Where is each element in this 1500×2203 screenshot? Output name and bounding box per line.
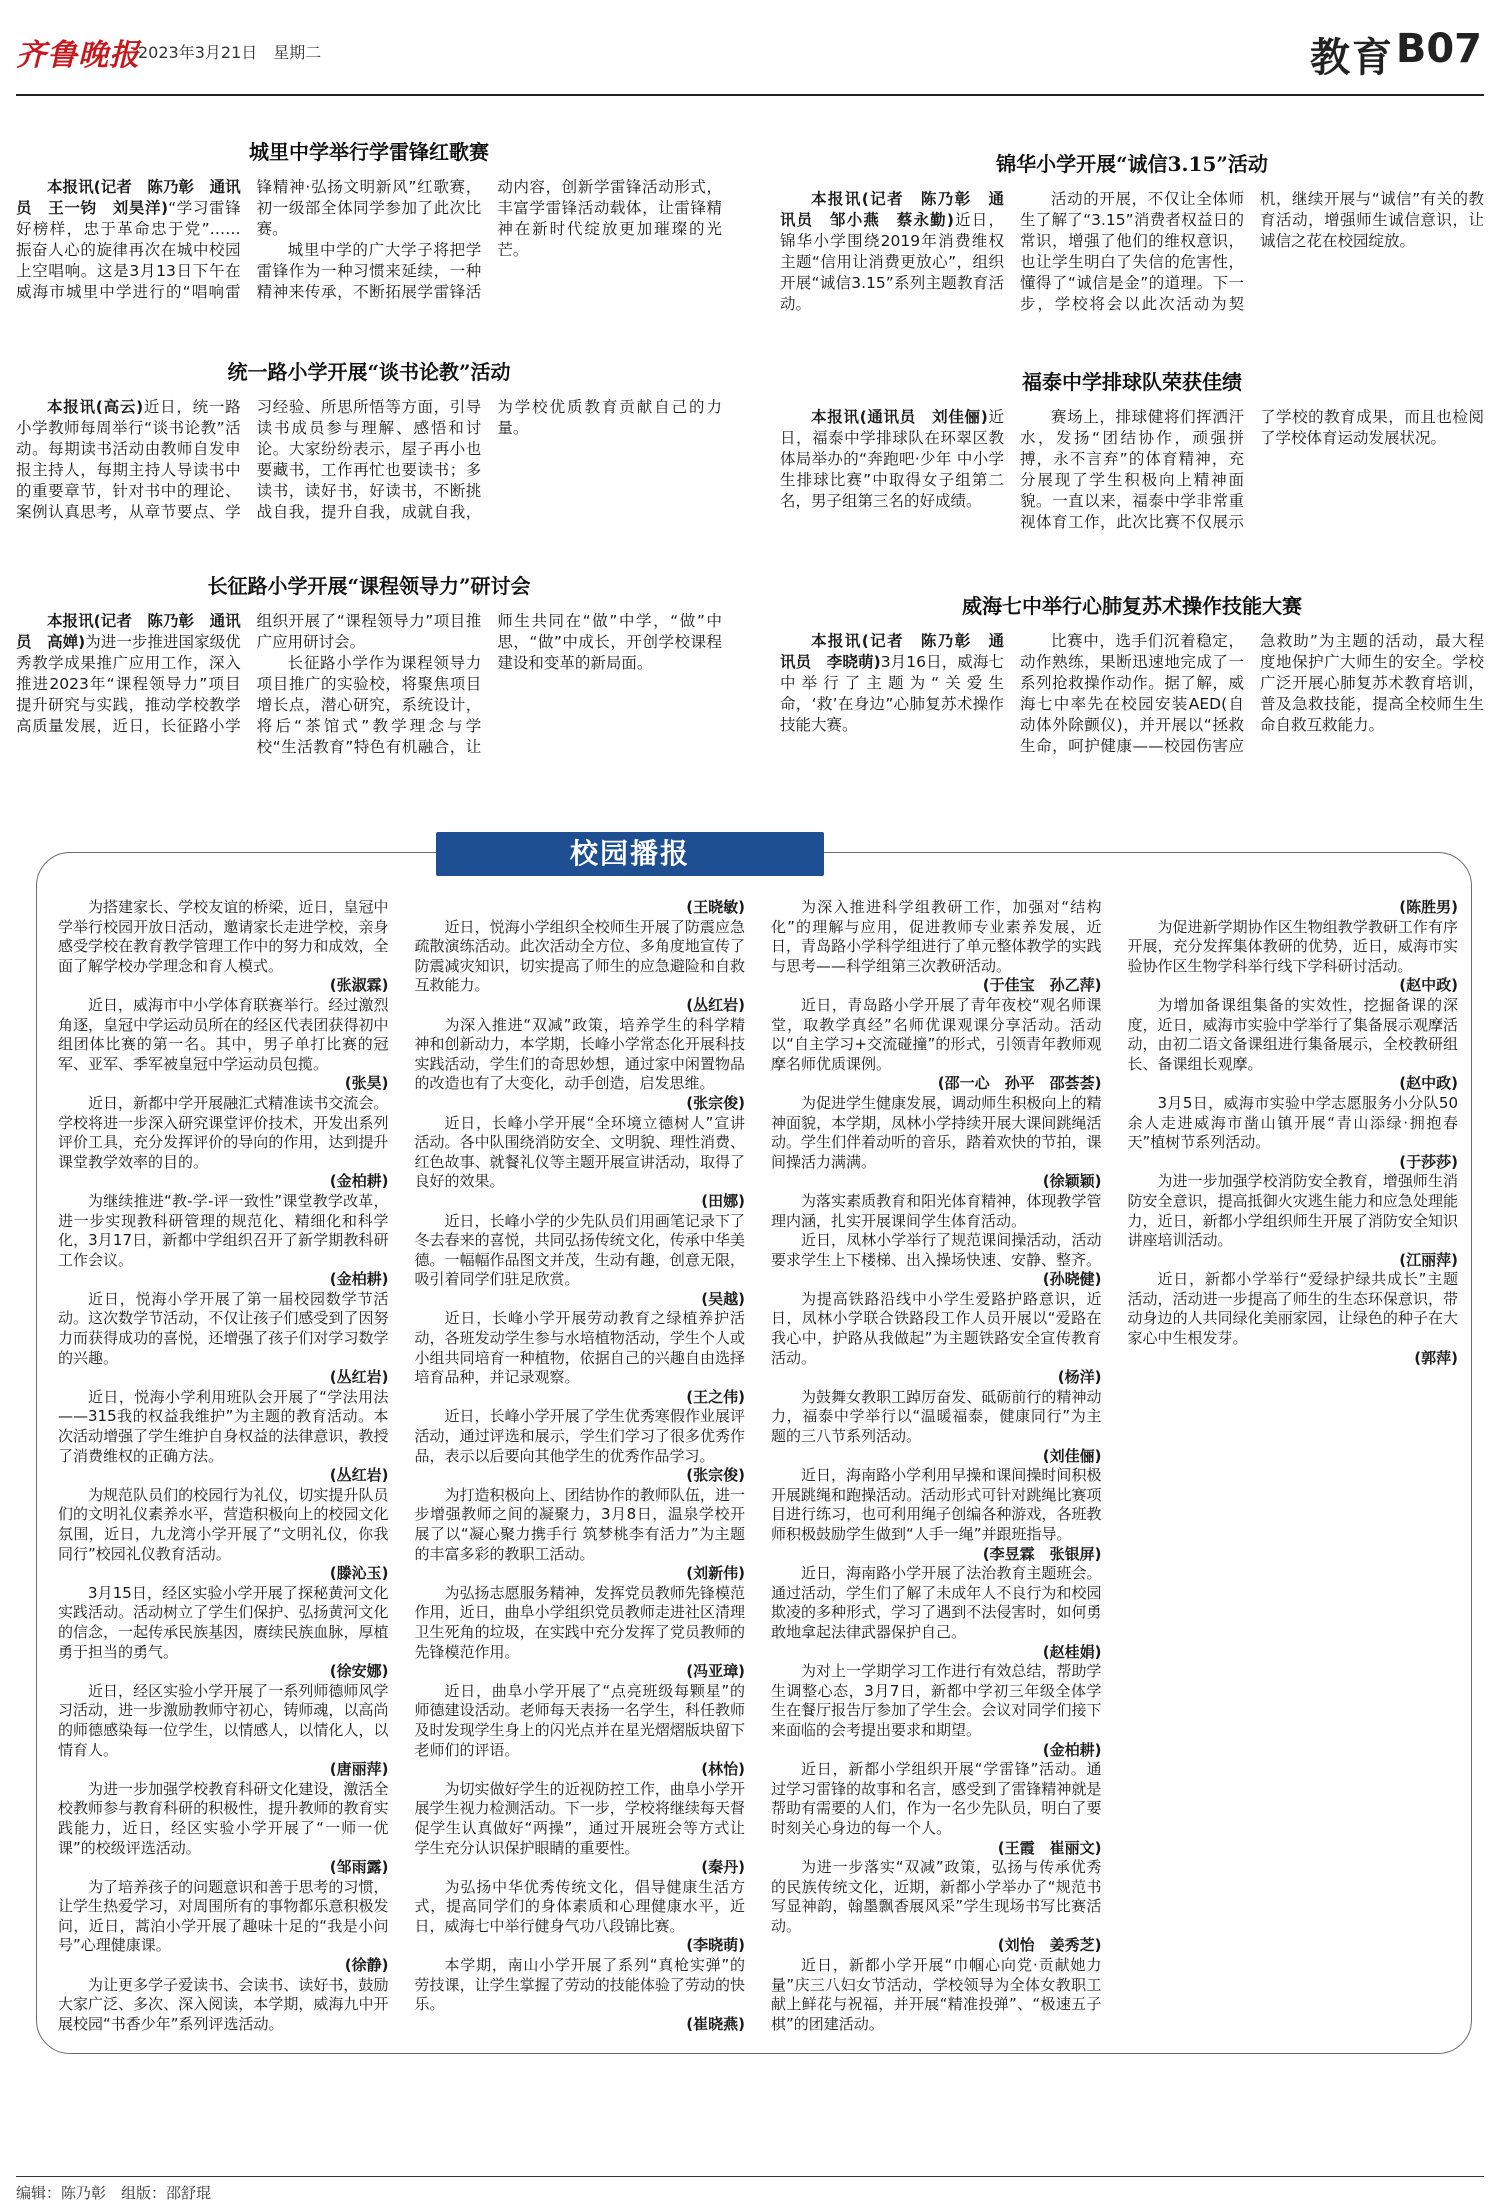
news-item: 近日，青岛路小学开展了青年夜校“观名师课堂，取教学真经”名师优课观课分享活动。活动以“自主学习+交流碰撞”的形式，引领青年教师观摩名师优质课例。 [771, 995, 1102, 1073]
article-title: 威海七中举行心肺复苏术操作技能大赛 [962, 594, 1302, 618]
article-changzhenglu [16, 570, 722, 761]
footer-rule [16, 2176, 1484, 2177]
news-signature: (张宗俊) [686, 1093, 745, 1112]
news-item: 近日，凤林小学举行了规范课间操活动，活动要求学生上下楼梯、出入操场快速、安静、整齐。 [771, 1231, 1102, 1269]
news-item: 为落实素质教育和阳光体育精神，体现教学管理内涵，扎实开展课间学生体育活动。 [771, 1191, 1102, 1230]
issue-date: 2023年3月21日 星期二 [138, 43, 322, 62]
news-item: 近日，悦海小学组织全校师生开展了防震应急疏散演练活动。此次活动全方位、多角度地宣传了防震减灾知识，切实提高了师生的应急避险和自救互救能力。 [414, 917, 745, 995]
news-item: 为促进新学期协作区生物组教学教研工作有序开展，充分发挥集体教研的优势，近日，威海市实验协作区生物学科举行线下学科研讨活动。 [1127, 917, 1458, 975]
news-item: 近日，长峰小学开展劳动教育之绿植养护活动，各班发动学生参与水培植物活动，学生个人或小组共同培育一种植物，依据自己的兴趣自由选择培育品种，并记录观察。 [414, 1309, 745, 1387]
news-signature: (崔晓燕) [686, 2014, 745, 2033]
news-signature: (王之伟) [686, 1387, 745, 1406]
campus-news-banner: 校园播报 [436, 832, 824, 876]
article-body [780, 631, 1484, 771]
news-item: 近日，长峰小学开展了学生优秀寒假作业展评活动，通过评选和展示，学生们学习了很多优秀作品，表示以后要向其他学生的优秀作品学习。 [414, 1407, 745, 1465]
news-item: 近日，威海市中小学体育联赛举行。经过激烈角逐，皇冠中学运动员所在的经区代表团获得初中组团体比赛的第一名。其中，男子单打比赛的冠军、亚军、季军被皇冠中学运动员包揽。 [58, 995, 389, 1073]
news-signature: (徐安娜) [329, 1662, 389, 1681]
article-text: 近日，锦华小学围绕2019年消费维权主题“信用让消费更放心”，组织开展“诚信3.15”系列主题教育活动。 [780, 211, 1004, 313]
article-body [780, 189, 1484, 329]
news-signature: (徐颖颖) [1042, 1172, 1102, 1191]
news-signature: (张昊) [344, 1074, 389, 1093]
article-jinhua [780, 148, 1484, 329]
news-item: 为进一步加强学校消防安全教育，增强师生消防安全意识，提高抵御火灾逃生能力和应急处理能力，近日，新都小学组织师生开展了消防安全知识讲座培训活动。 [1127, 1172, 1458, 1250]
news-signature: (吴越) [701, 1289, 745, 1308]
news-signature: (王晓敏) [686, 898, 745, 916]
news-item: 近日，新都小学开展“巾帼心向党·贡献她力量”庆三八妇女节活动，学校领导为全体女教职工献上鲜花与祝福，并开展“精准投弹”、“极速五子棋”的团建活动。 [771, 1956, 1102, 2033]
article-chengli [16, 136, 722, 307]
article-tongyilu [16, 356, 722, 527]
article-byline: 本报讯(高云) [47, 398, 144, 416]
campus-news-columns [58, 898, 1458, 2038]
article-byline: 本报讯(记者 陈乃彰 通讯员 李晓萌) [780, 632, 1004, 671]
news-item: 为让更多学子爱读书、会读书、读好书，鼓励大家广泛、多次、深入阅读，本学期，威海九中开展校园“书香少年”系列评选活动。 [58, 1975, 389, 2033]
news-item: 为增加备课组集备的实效性，挖掘备课的深度，近日，威海市实验中学举行了集备展示观摩活动，由初二语文备课组进行集备展示，全校教研组长、备课组长观摩。 [1127, 995, 1458, 1073]
news-signature: (刘怡 姜秀芝) [997, 1936, 1102, 1955]
news-signature: (孙晓健) [1042, 1270, 1102, 1289]
news-item: 为促进学生健康发展，调动师生积极向上的精神面貌，本学期，凤林小学持续开展大课间跳绳活动。学生们伴着动听的音乐，踏着欢快的节拍，课间操活力满满。 [771, 1093, 1102, 1171]
news-item: 为继续推进“教-学-评一致性”课堂教学改革，进一步实现教科研管理的规范化、精细化和科学化，3月17日，新都中学组织召开了新学期教科研工作会议。 [58, 1191, 389, 1269]
news-signature: (陈胜男) [1399, 898, 1458, 916]
article-text: “学习雷锋好榜样，忠于革命忠于党”……振奋人心的旋律再次在城中校园上空唱响。这是3月13日下午在威海市城里中学进行的“唱响雷锋精神·弘扬文明新风”红歌赛，初一级部全体同学参加了此次比赛。 [16, 178, 482, 301]
news-signature: (江丽萍) [1399, 1250, 1458, 1269]
news-item: 近日，悦海小学开展了第一届校园数学节活动。这次数学节活动，不仅让孩子们感受到了因努力而获得成功的喜悦，还增强了孩子们对学习数学的兴趣。 [58, 1289, 389, 1367]
news-item: 近日，海南路小学开展了法治教育主题班会。通过活动，学生们了解了未成年人不良行为和校园欺凌的多种形式，学习了遇到不法侵害时，如何勇敢地拿起法律武器保护自己。 [771, 1564, 1102, 1641]
article-text: 长征路小学作为课程领导力项目推广的实验校，将聚焦项目增长点，潜心研究，系统设计，将后“茶馆式”教学理念与学校“生活教育”特色有机融合，让师生共同在“做”中学，“做”中思，“做”中成长，开创学校课程建设和变革的新局面。 [256, 612, 722, 756]
news-signature: (刘佳俪) [1042, 1446, 1102, 1465]
article-text: 比赛中，选手们沉着稳定，动作熟练，果断迅速地完成了一系列抢救操作动作。据了解，威海七中率先在校园安装AED(自动体外除颤仪)，并开展以“拯救生命，呵护健康——校园伤害应急救助”为主题的活动，最大程度地保护广大师生的安全。学校广泛开展心肺复苏术教育培训，普及急救技能，提高全校师生生命自救互救能力。 [1020, 632, 1484, 755]
news-item: 近日，悦海小学利用班队会开展了“学法用法——315我的权益我维护”为主题的教育活动。本次活动增强了学生维护自身权益的法律意识，教授了消费维权的正确方法。 [58, 1387, 389, 1465]
news-signature: (于莎莎) [1399, 1152, 1458, 1171]
news-signature: (邵一心 孙平 邵荟荟) [937, 1074, 1102, 1093]
article-title: 锦华小学开展“诚信3.15”活动 [996, 152, 1268, 176]
article-futai [780, 366, 1484, 547]
news-item: 为弘扬志愿服务精神，发挥党员教师先锋模范作用，近日，曲阜小学组织党员教师走进社区清理卫生死角的垃圾，在实践中充分发挥了党员教师的先锋模范作用。 [414, 1583, 745, 1661]
news-signature: (丛红岩) [329, 1368, 389, 1387]
news-signature: (王霞 崔丽文) [997, 1838, 1102, 1857]
news-item: 为对上一学期学习工作进行有效总结，帮助学生调整心态，3月7日，新都中学初三年级全体学生在餐厅报告厅参加了学生会。会议对同学们接下来面临的会考提出要求和期望。 [771, 1662, 1102, 1739]
news-item: 近日，经区实验小学开展了一系列师德师风学习活动，进一步激励教师守初心，铸师魂，以高尚的师德感染每一位学生，以情感人，以情化人，以情育人。 [58, 1681, 389, 1759]
news-item: 本学期，南山小学开展了系列“真枪实弹”的劳技课，让学生掌握了劳动的技能体验了劳动的快乐。 [414, 1956, 745, 2014]
news-item: 为打造积极向上、团结协作的教师队伍，进一步增强教师之间的凝聚力，3月8日，温泉学校开展了以“凝心聚力携手行 筑梦桃李有活力”为主题的丰富多彩的教职工活动。 [414, 1485, 745, 1563]
news-item: 近日，海南路小学利用早操和课间操时间积极开展跳绳和跑操活动。活动形式可针对跳绳比赛项目进行练习，也可利用绳子创编各种游戏，各班教师积极鼓励学生做到“人手一绳”并跟班指导。 [771, 1466, 1102, 1543]
article-text: 活动的开展，不仅让全体师生了解了“3.15”消费者权益日的常识，增强了他们的维权意识，也让学生明白了失信的危害性，懂得了“诚信是金”的道理。下一步，学校将会以此次活动为契机，继续开展与“诚信”有关的教育活动，增强师生诚信意识，让诚信之花在校园绽放。 [1020, 190, 1484, 313]
news-signature: (郭萍) [1414, 1348, 1458, 1367]
news-item: 3月15日，经区实验小学开展了探秘黄河文化实践活动。活动树立了学生们保护、弘扬黄河文化的信念，一起传承民族基因，赓续民族血脉，厚植勇于担当的勇气。 [58, 1583, 389, 1661]
news-signature: (杨洋) [1057, 1368, 1102, 1387]
news-item: 为了培养孩子的问题意识和善于思考的习惯，让学生热爱学习，对周围所有的事物都乐意积极发问，近日，蒿泊小学开展了趣味十足的“我是小问号”心理健康课。 [58, 1877, 389, 1955]
news-signature: (李昱霖 张银屏) [982, 1544, 1102, 1563]
news-item: 为深入推进“双减”政策，培养学生的科学精神和创新动力，本学期，长峰小学常态化开展科技实践活动，学生们的奇思妙想，通过家中闲置物品的改造也有了大变化，动手创造，启发思维。 [414, 1015, 745, 1093]
news-signature: (刘新伟) [686, 1564, 745, 1583]
news-signature: (林怡) [701, 1760, 745, 1779]
article-byline: 本报讯(记者 陈乃彰 通讯员 邹小燕 蔡永勤) [780, 190, 1004, 229]
news-item: 为搭建家长、学校友谊的桥梁，近日，皇冠中学举行校园开放日活动，邀请家长走进学校，亲身感受学校在教育教学管理工作中的努力和成效，全面了解学校办学理念和育人模式。 [58, 898, 389, 975]
news-signature: (金柏耕) [329, 1172, 389, 1191]
news-signature: (徐静) [344, 1956, 389, 1975]
news-item: 近日，新都中学开展融汇式精准读书交流会。学校将进一步深入研究课堂评价技术，开发出系列评价工具，充分发挥评价的导向的作用，达到提升课堂教学效率的目的。 [58, 1093, 389, 1171]
news-signature: (李晓萌) [686, 1936, 745, 1955]
news-signature: (张宗俊) [686, 1466, 745, 1485]
news-item: 为进一步加强学校教育科研文化建设，激活全校教师参与教育科研的积极性，提升教师的教育实践能力，近日，经区实验小学开展了“一师一优课”的校级评选活动。 [58, 1779, 389, 1857]
article-text: 赛场上，排球健将们挥洒汗水，发扬“团结协作，顽强拼搏，永不言弃”的体育精神，充分展现了学生积极向上精神面貌。一直以来，福泰中学非常重视体育工作，此次比赛不仅展示了学校的教育成果，而且也检阅了学校体育运动发展状况。 [1020, 408, 1484, 531]
news-item: 3月5日，威海市实验中学志愿服务小分队50余人走进威海市凿山镇开展“青山添绿·拥抱春天”植树节系列活动。 [1127, 1093, 1458, 1152]
article-byline: 本报讯(通讯员 刘佳俪) [811, 408, 988, 426]
article-text: 近日，统一路小学教师每周举行“谈书论教”活动。每期读书活动由教师自发申报主持人，每期主持人导读书中的重要章节，针对书中的理论、案例认真思考，从章节要点、学习经验、所思所悟等方面，引导读书成员参与理解、感悟和讨论。大家纷纷表示，屋子再小也要藏书，工作再忙也要读书；多读书，读好书，好读书，不断挑战自我，提升自我，成就自我，为学校优质教育贡献自己的力量。 [16, 398, 722, 521]
news-signature: (张淑霖) [329, 976, 389, 995]
article-title: 福泰中学排球队荣获佳绩 [1022, 370, 1242, 394]
footer-credits: 编辑：陈乃彰 组版：邵舒琨 [16, 2184, 212, 2202]
news-item: 为进一步落实“双减”政策，弘扬与传承优秀的民族传统文化，近期，新都小学举办了“规范书写显神韵，翰墨飘香展风采”学生现场书写比赛活动。 [771, 1858, 1102, 1935]
news-signature: (邹雨露) [329, 1858, 389, 1877]
news-signature: (唐丽萍) [329, 1760, 389, 1779]
news-signature: (金柏耕) [1042, 1740, 1102, 1759]
article-text: 为进一步推进国家级优秀教学成果推广应用工作，深入推进2023年“课程领导力”项目提升研究与实践，推动学校教学高质量发展，近日，长征路小学组织开展了“课程领导力”项目推广应用研讨会。 [16, 612, 482, 735]
article-byline: 本报讯(记者 陈乃彰 通讯员 高婵) [16, 612, 241, 651]
news-signature: (赵中政) [1399, 976, 1458, 995]
news-signature: (滕沁玉) [329, 1564, 389, 1583]
news-item: 为切实做好学生的近视防控工作，曲阜小学开展学生视力检测活动。下一步，学校将继续每天督促学生认真做好“两操”，通过开展班会等方式让学生充分认识保护眼睛的重要性。 [414, 1779, 745, 1857]
article-byline: 本报讯(记者 陈乃彰 通讯员 王一钧 刘昊洋) [16, 178, 241, 217]
news-item: 为深入推进科学组教研工作，加强对“结构化”的理解与应用，促进教师专业素养发展，近日，青岛路小学科学组进行了单元整体教学的实践与思考——科学组第三次教研活动。 [771, 898, 1102, 975]
article-text: 近日，福泰中学排球队在环翠区教体局举办的“奔跑吧·少年 中小学生排球比赛”中取得女子组第二名，男子组第三名的好成绩。 [780, 408, 1004, 510]
news-signature: (丛红岩) [329, 1466, 389, 1485]
article-body [16, 611, 722, 761]
article-body [16, 177, 722, 307]
news-item: 近日，新都小学组织开展“学雷锋”活动。通过学习雷锋的故事和名言，感受到了雷锋精神就是帮助有需要的人们，作为一名少先队员，明白了要时刻关心身边的每一个人。 [771, 1760, 1102, 1837]
section-name: 教育 [1310, 35, 1394, 81]
news-signature: (冯亚璋) [686, 1662, 745, 1681]
news-signature: (田娜) [701, 1191, 745, 1210]
news-item: 近日，新都小学举行“爱绿护绿共成长”主题活动，活动进一步提高了师生的生态环保意识，带动身边的人共同绿化美丽家园，让绿色的种子在大家心中生根发芽。 [1127, 1270, 1458, 1348]
article-title: 统一路小学开展“谈书论教”活动 [227, 360, 511, 384]
header-rule [16, 94, 1484, 96]
news-item: 近日，曲阜小学开展了“点亮班级每颗星”的师德建设活动。老师每天表扬一名学生，科任教师及时发现学生身上的闪光点并在星光熠熠版块留下老师们的评语。 [414, 1681, 745, 1759]
article-body [16, 397, 722, 527]
article-title: 长征路小学开展“课程领导力”研讨会 [207, 574, 531, 598]
news-item: 为提高铁路沿线中小学生爱路护路意识，近日，凤林小学联合铁路段工作人员开展以“爱路在我心中，护路从我做起”为主题铁路安全宣传教育活动。 [771, 1289, 1102, 1367]
news-item: 近日，长峰小学开展“全环境立德树人”宣讲活动。各中队围绕消防安全、文明貌、理性消费、红色故事、就餐礼仪等主题开展宣讲活动，取得了良好的效果。 [414, 1113, 745, 1191]
article-body [780, 407, 1484, 547]
news-item: 近日，长峰小学的少先队员们用画笔记录下了冬去春来的喜悦，共同弘扬传统文化，传承中华美德。一幅幅作品图文并茂，生动有趣，创意无限，吸引着同学们驻足欣赏。 [414, 1211, 745, 1289]
page-number: B07 [1395, 26, 1482, 72]
news-signature: (丛红岩) [686, 995, 745, 1014]
news-item: 为规范队员们的校园行为礼仪，切实提升队员们的文明礼仪素养水平，营造积极向上的校园文化氛围，近日，九龙湾小学开展了“文明礼仪，你我同行”校园礼仪教育活动。 [58, 1485, 389, 1563]
news-item: 为鼓舞女教职工踔厉奋发、砥砺前行的精神动力，福泰中学举行以“温暖福泰，健康同行”为主题的三八节系列活动。 [771, 1387, 1102, 1446]
news-signature: (于佳宝 孙乙萍) [982, 976, 1102, 995]
page-header [16, 18, 1484, 88]
article-text: 3月16日，威海七中举行了主题为“关爱生命，‘救’在身边”心肺复苏术操作技能大赛。 [780, 653, 1004, 734]
news-item: 为弘扬中华优秀传统文化，倡导健康生活方式，提高同学们的身体素质和心理健康水平，近日，威海七中举行健身气功八段锦比赛。 [414, 1877, 745, 1935]
article-title: 城里中学举行学雷锋红歌赛 [249, 140, 489, 164]
news-signature: (赵桂娟) [1042, 1642, 1102, 1661]
news-signature: (金柏耕) [329, 1270, 389, 1289]
news-signature: (秦丹) [701, 1858, 745, 1877]
article-text: 城里中学的广大学子将把学雷锋作为一种习惯来延续，一种精神来传承，不断拓展学雷锋活动内容，创新学雷锋活动形式，丰富学雷锋活动载体，让雷锋精神在新时代绽放更加璀璨的光芒。 [256, 178, 722, 301]
article-weihai7 [780, 590, 1484, 771]
news-signature: (赵中政) [1399, 1074, 1458, 1093]
newspaper-logo: 齐鲁晚报 [16, 38, 140, 73]
